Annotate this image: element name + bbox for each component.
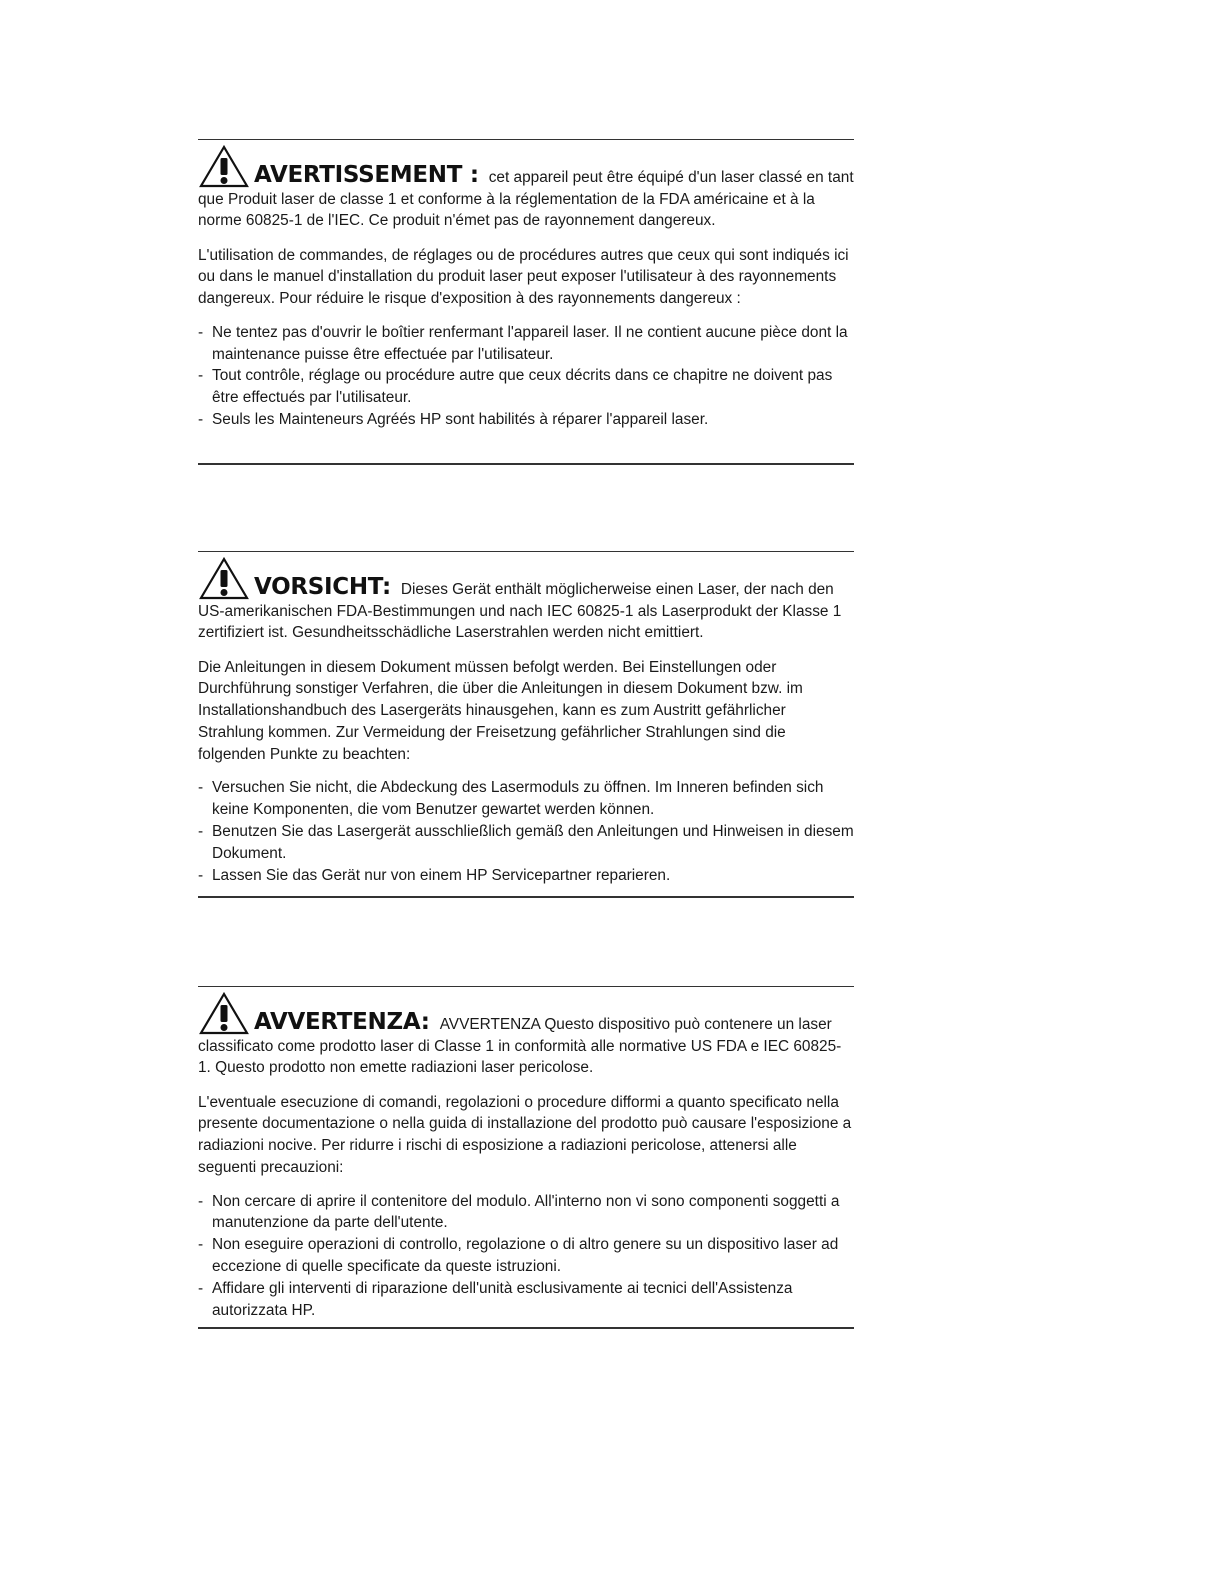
list-item: [198, 821, 854, 865]
warning-heading: AVVERTENZA:: [254, 1009, 430, 1035]
list-item-text: Ne tentez pas d'ouvrir le boîtier renfermant l'appareil laser. Il ne contient aucune pièce dont la maintenance puisse être effectuée par l'utilisateur.: [212, 323, 848, 363]
list-item: [198, 1278, 854, 1322]
warning-heading: AVERTISSEMENT :: [254, 162, 479, 188]
bullet-dash: -: [198, 779, 204, 797]
bullet-dash: -: [198, 367, 204, 385]
list-item: [198, 1234, 854, 1278]
warning-triangle-icon: [198, 991, 250, 1035]
list-item: [198, 1191, 854, 1235]
warning-block-italian: [198, 986, 854, 1329]
warning-lead: [198, 991, 854, 1079]
list-item-text: Versuchen Sie nicht, die Abdeckung des Lasermoduls zu öffnen. Im Inneren befinden sich keine Komponenten, die vom Benutzer gewartet werden können.: [212, 779, 824, 819]
bullet-dash: -: [198, 866, 204, 884]
precaution-list: [198, 777, 854, 886]
warning-lead: [198, 144, 854, 232]
list-item-text: Affidare gli interventi di riparazione dell'unità esclusivamente ai tecnici dell'Assistenza autorizzata HP.: [212, 1279, 793, 1319]
warning-paragraph: L'utilisation de commandes, de réglages ou de procédures autres que ceux qui sont indiqués ici ou dans le manuel d'installation du produit laser peut exposer l'utilisateur à des rayonnements dangereux. Pour réduire le risque d'exposition à des rayonnements dangereux :: [198, 246, 849, 308]
precaution-list: [198, 322, 854, 431]
list-item-text: Benutzen Sie das Lasergerät ausschließlich gemäß den Anleitungen und Hinweisen in diesem Dokument.: [212, 823, 854, 862]
precaution-list: [198, 1191, 854, 1322]
list-item: [198, 322, 854, 366]
warning-paragraph: L'eventuale esecuzione di comandi, regolazioni o procedure difformi a quanto specificato nella presente documentazione o nella guida di installazione del prodotto può causare l'esposizione a radiazioni nocive. Per ridurre i rischi di esposizione a radiazioni pericolose, attenersi alle seguenti precauzioni:: [198, 1093, 852, 1176]
warning-triangle-icon: [198, 144, 250, 188]
warning-lead: [198, 556, 854, 644]
list-item-text: Non cercare di aprire il contenitore del modulo. All'interno non vi sono componenti soggetti a manutenzione da parte dell'utente.: [212, 1192, 840, 1232]
warning-triangle-icon: [198, 556, 250, 600]
warning-lead-text: cet appareil peut être équipé d'un laser classé en tant que Produit laser de classe 1 et conforme à la réglementation de la FDA américaine et à la norme 60825-1 de l'IEC. Ce produit n'émet pas de rayonnement dangereux.: [198, 169, 854, 229]
warning-block-french: [198, 139, 854, 465]
list-item: [198, 777, 854, 821]
warning-heading: VORSICHT:: [254, 574, 391, 600]
list-item: [198, 365, 854, 409]
bullet-dash: -: [198, 1236, 204, 1254]
bullet-dash: -: [198, 1279, 204, 1297]
list-item-text: Tout contrôle, réglage ou procédure autre que ceux décrits dans ce chapitre ne doivent pas être effectués par l'utilisateur.: [212, 367, 833, 407]
list-item-text: Lassen Sie das Gerät nur von einem HP Servicepartner reparieren.: [212, 866, 671, 884]
warning-lead-text: AVVERTENZA Questo dispositivo può contenere un laser classificato come prodotto laser di Classe 1 in conformità alle normative US FDA e IEC 60825-1. Questo prodotto non emette radiazioni laser pericolose.: [198, 1016, 842, 1076]
list-item-text: Seuls les Mainteneurs Agréés HP sont habilités à réparer l'appareil laser.: [212, 411, 709, 429]
warning-block-german: [198, 551, 854, 898]
bullet-dash: -: [198, 1192, 204, 1210]
bullet-dash: -: [198, 823, 204, 841]
warning-paragraph: Die Anleitungen in diesem Dokument müssen befolgt werden. Bei Einstellungen oder Durchführung sonstiger Verfahren, die über die Anleitungen in diesem Dokument bzw. im Installationshandbuch des Lasergeräts hinausgehen, kann es zum Austritt gefährlicher Strahlung kommen. Zur Vermeidung der Freisetzung gefährlicher Strahlungen sind die folgenden Punkte zu beachten:: [198, 658, 803, 763]
warning-lead-text: Dieses Gerät enthält möglicherweise einen Laser, der nach den US-amerikanischen FDA-Bestimmungen und nach IEC 60825-1 als Laserprodukt der Klasse 1 zertifiziert ist. Gesundheitsschädliche Laserstrahlen werden nicht emittiert.: [198, 581, 842, 641]
bullet-dash: -: [198, 411, 204, 429]
list-item: [198, 865, 854, 887]
list-item-text: Non eseguire operazioni di controllo, regolazione o di altro genere su un dispositivo laser ad eccezione di quelle specificate da queste istruzioni.: [212, 1236, 839, 1276]
list-item: [198, 409, 854, 431]
bullet-dash: -: [198, 323, 204, 341]
